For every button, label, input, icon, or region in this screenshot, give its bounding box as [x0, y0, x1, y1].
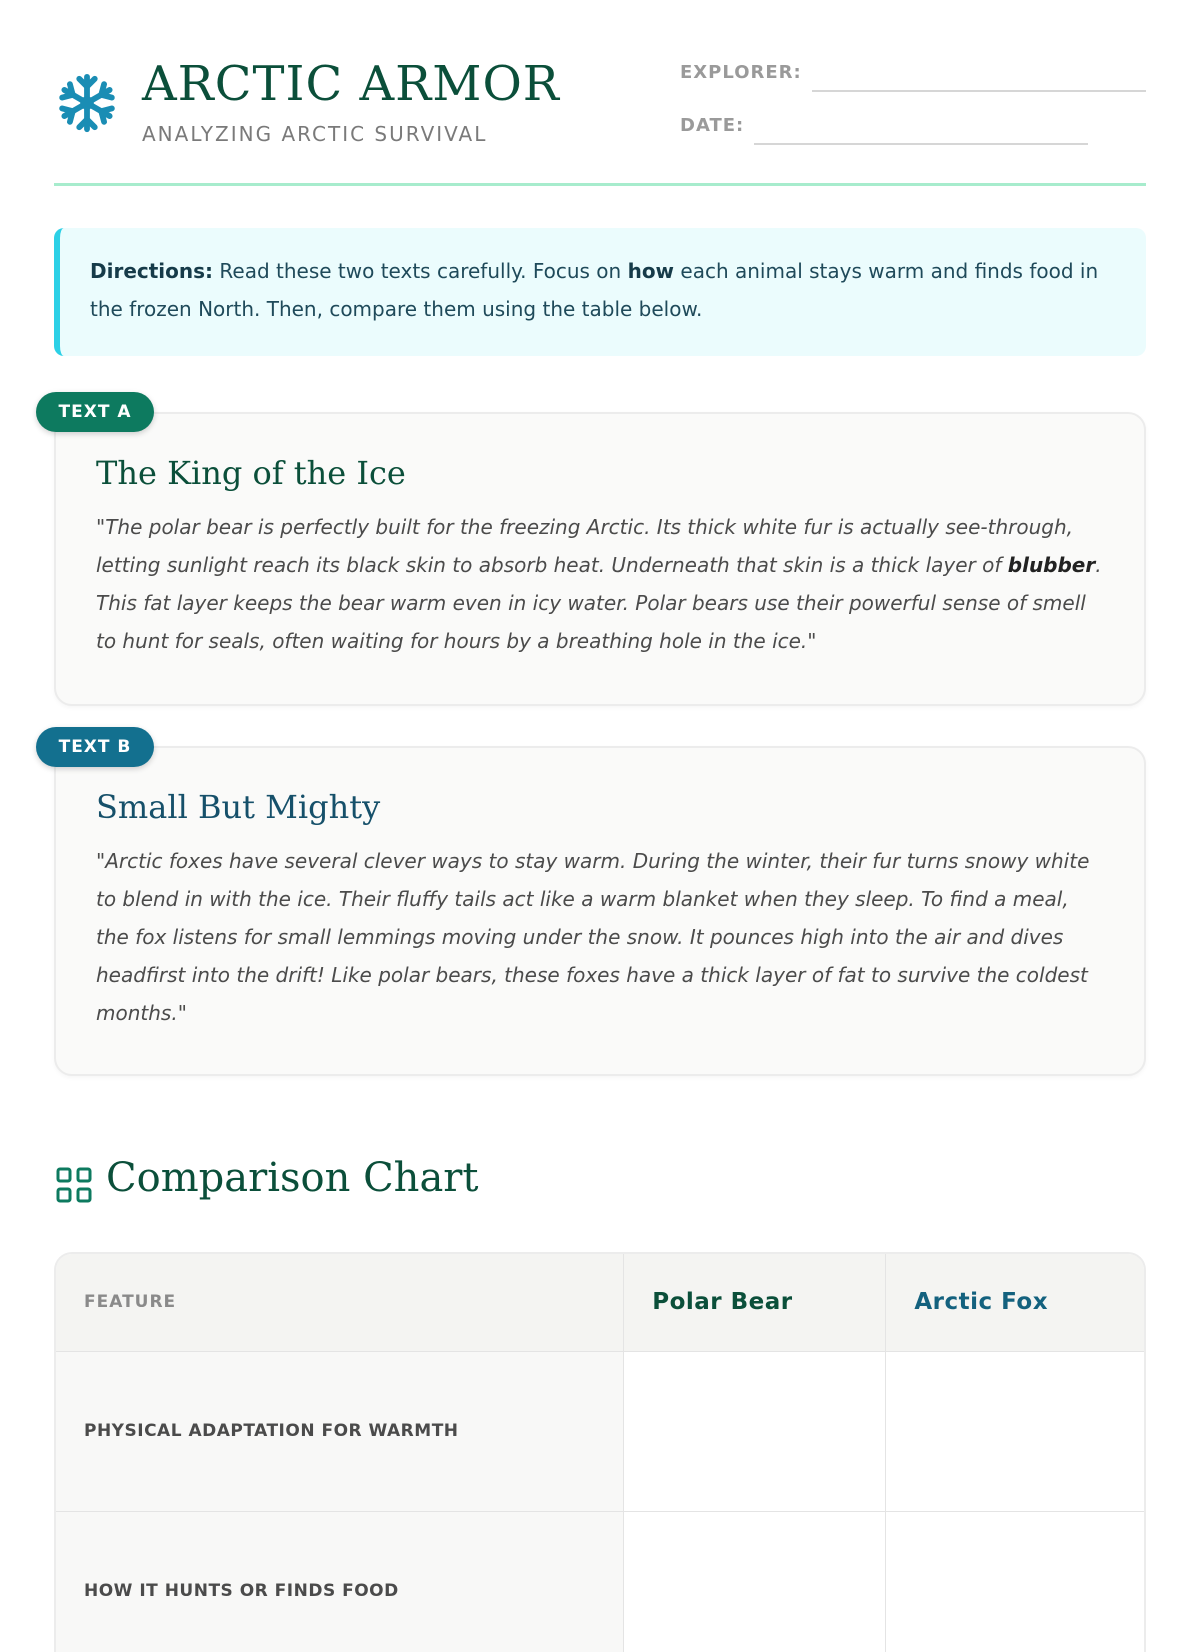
text-a-body-bold: blubber: [1007, 553, 1096, 577]
worksheet-header: [54, 50, 1146, 186]
row-feature-food: HOW IT HUNTS OR FINDS FOOD: [56, 1511, 624, 1652]
table-row: [56, 1351, 1144, 1511]
grid-icon: [56, 1167, 92, 1203]
table-row: [56, 1511, 1144, 1652]
text-b-tag: TEXT B: [36, 727, 154, 767]
directions-text-2: each animal stays warm and finds food in the frozen North. Then, compare them using the table below.: [90, 259, 1099, 321]
cell-arctic-fox-food[interactable]: [886, 1511, 1144, 1652]
explorer-label: EXPLORER:: [680, 62, 802, 83]
text-a-tag: TEXT A: [36, 392, 154, 432]
header-polar-bear: Polar Bear: [624, 1254, 886, 1351]
text-a-title: The King of the Ice: [96, 454, 406, 492]
comparison-title: Comparison Chart: [106, 1155, 479, 1201]
text-a-body-part-1: "The polar bear is perfectly built for the freezing Arctic. Its thick white fur is actually see-through, letting sunlight reach its black skin to absorb heat. Underneath that skin is a thick layer of: [96, 515, 1074, 577]
date-label: DATE:: [680, 115, 745, 136]
header-arctic-fox: Arctic Fox: [886, 1254, 1144, 1351]
cell-polar-bear-food[interactable]: [624, 1511, 886, 1652]
directions-label: Directions:: [90, 259, 214, 283]
comparison-table: [54, 1252, 1146, 1652]
directions-text-1: Read these two texts carefully. Focus on: [213, 259, 628, 283]
text-b-body: "Arctic foxes have several clever ways to stay warm. During the winter, their fur turns snowy white to blend in with the ice. Their fluffy tails act like a warm blanket when they sleep. To find a meal, the fox listens for small lemmings moving under the snow. It pounces high into the air and dives headfirst into the drift! Like polar bears, these foxes have a thick layer of fat to survive the coldest months.": [96, 849, 1090, 1025]
row-feature-warmth: PHYSICAL ADAPTATION FOR WARMTH: [56, 1351, 624, 1511]
text-b-title: Small But Mighty: [96, 788, 381, 826]
header-feature: FEATURE: [56, 1254, 624, 1351]
text-a-card: [54, 412, 1146, 706]
date-field[interactable]: [754, 143, 1088, 145]
cell-polar-bear-warmth[interactable]: [624, 1351, 886, 1511]
directions-emphasis: how: [627, 259, 675, 283]
snowflake-icon: [56, 72, 118, 134]
page-title: ARCTIC ARMOR: [142, 56, 560, 112]
text-a-body: [96, 508, 1104, 660]
text-b-card: [54, 746, 1146, 1076]
explorer-field[interactable]: [812, 90, 1146, 92]
cell-arctic-fox-warmth[interactable]: [886, 1351, 1144, 1511]
page-subtitle: ANALYZING ARCTIC SURVIVAL: [142, 122, 488, 146]
table-header-row: [56, 1254, 1144, 1351]
directions-box: [54, 228, 1146, 356]
text-a-body-part-2: . This fat layer keeps the bear warm even in icy water. Polar bears use their powerful sense of smell to hunt for seals, often waiting for hours by a breathing hole in the ice.": [96, 553, 1102, 653]
